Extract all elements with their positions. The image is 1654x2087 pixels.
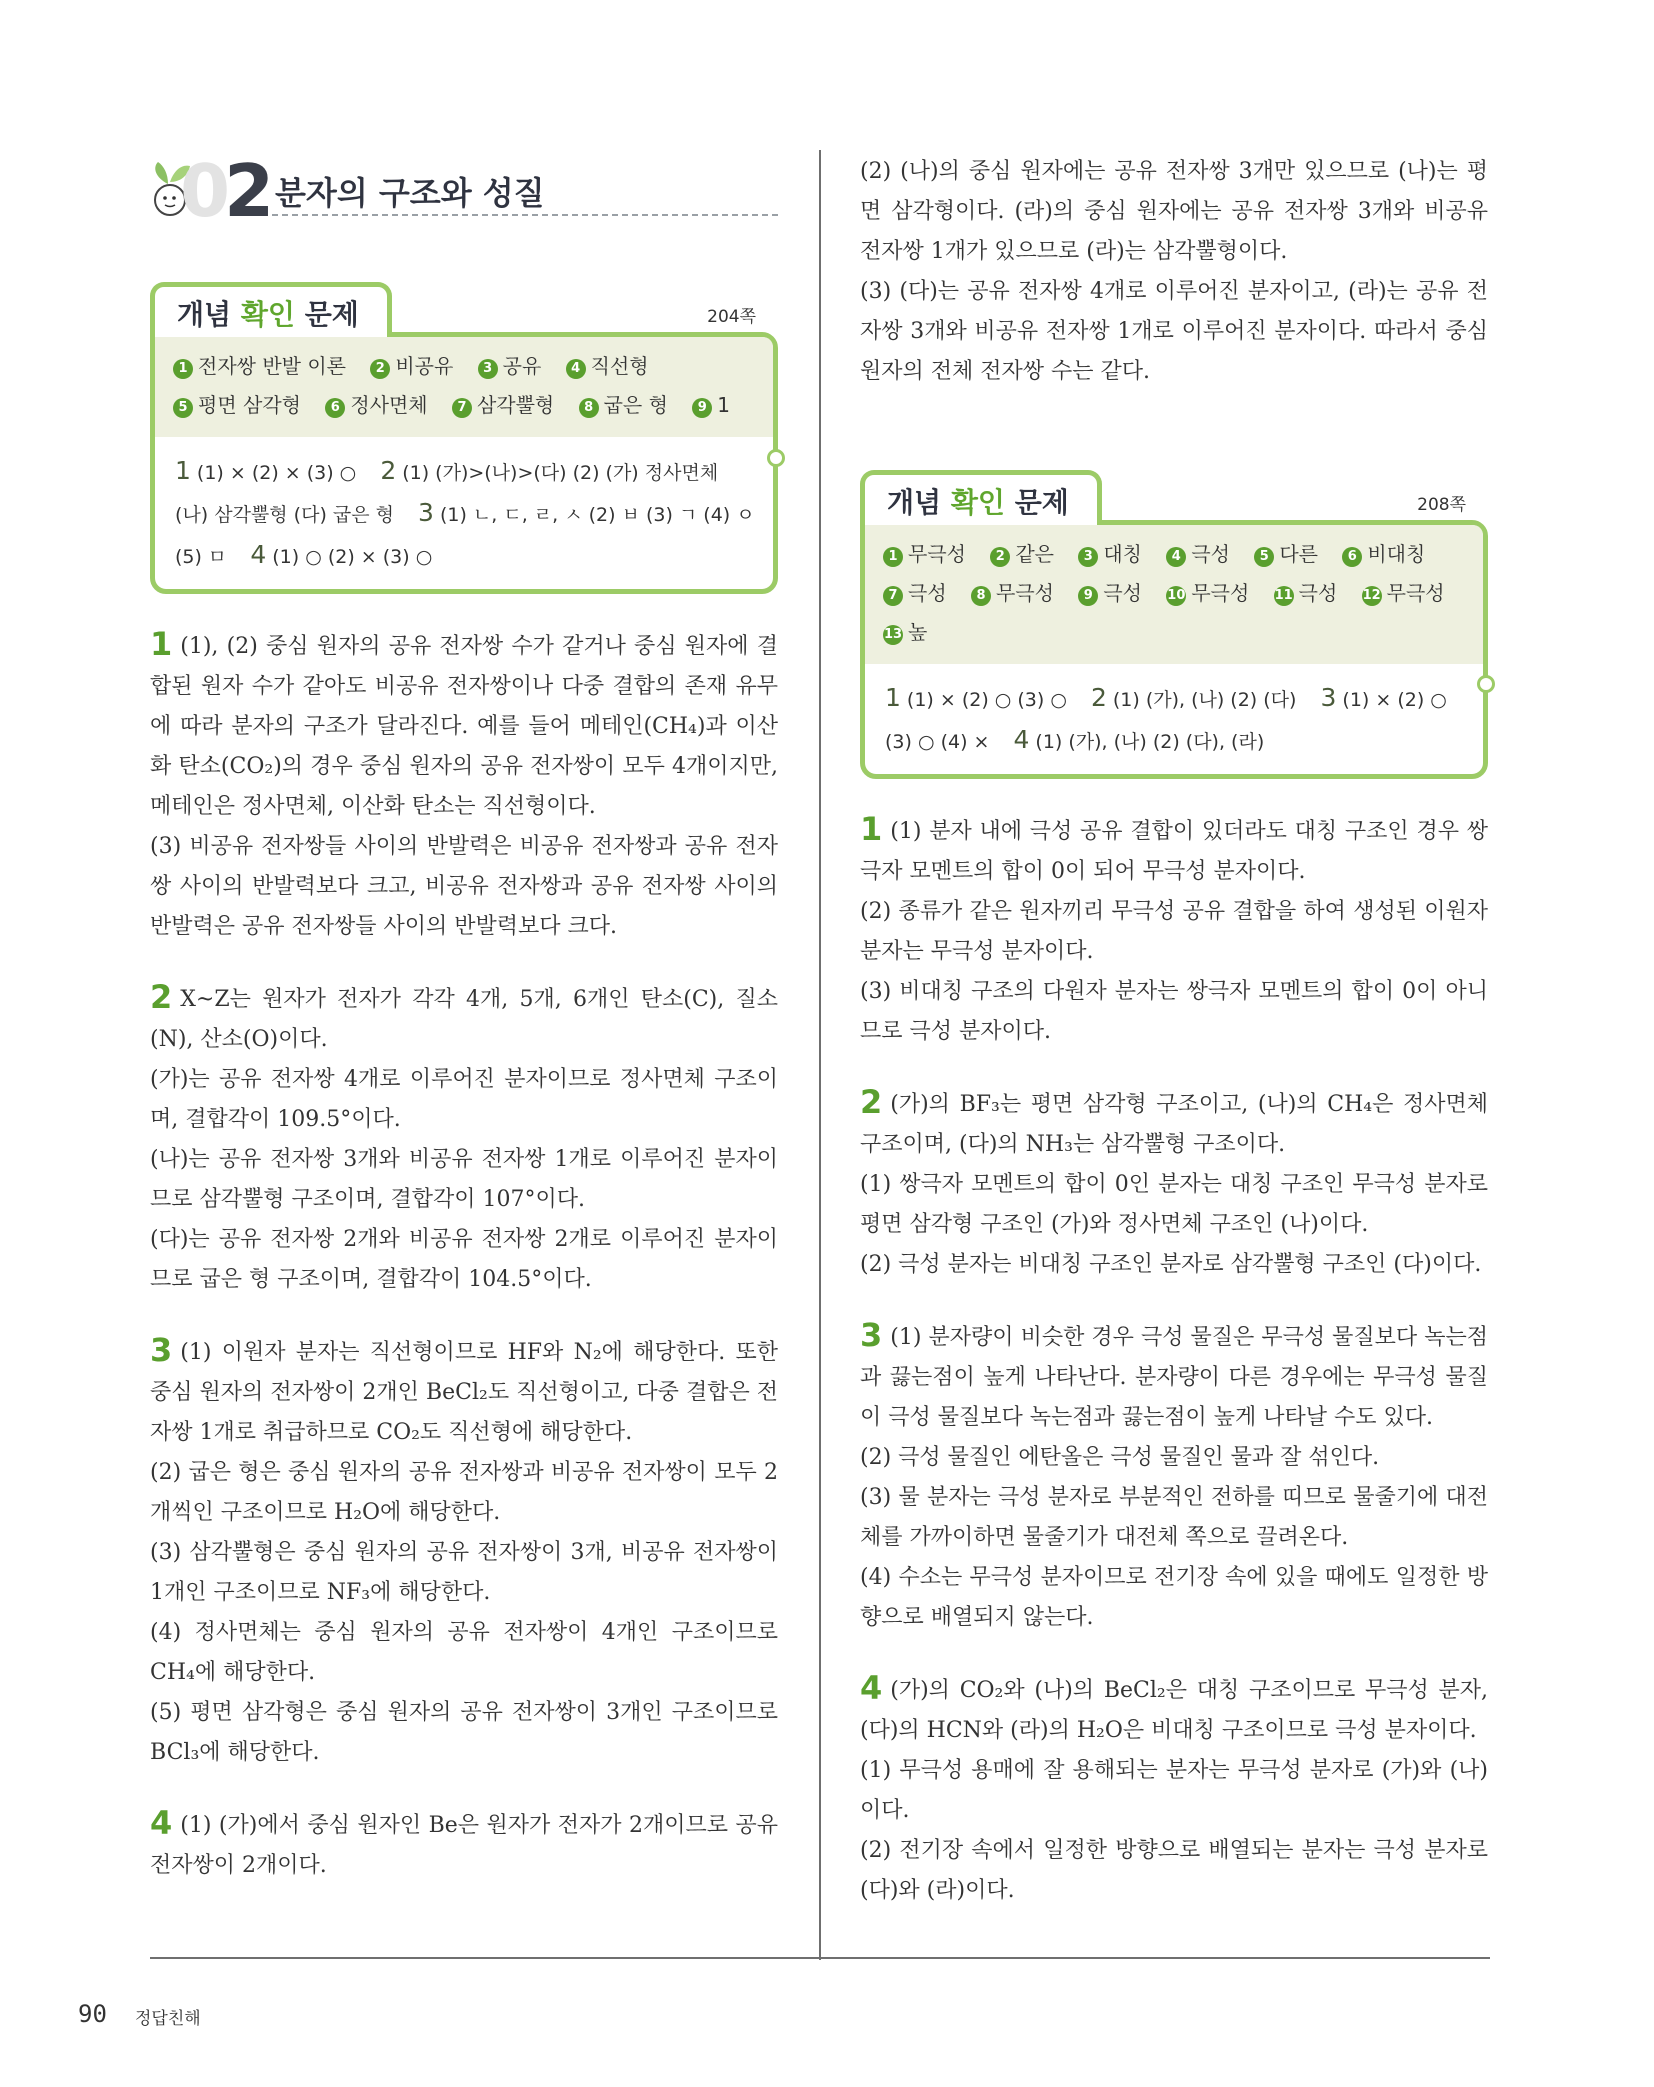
quiz-answer-number: 2 xyxy=(380,456,397,485)
explanation-text: (3) 비공유 전자쌍들 사이의 반발력은 비공유 전자쌍과 공유 전자쌍 사이의 반발력보다 크고, 비공유 전자쌍과 공유 전자쌍 사이의 반발력은 공유 전자쌍들 사이의 반발력보다 크다. xyxy=(150,834,778,939)
concept-tab-text: 개념 xyxy=(177,298,241,331)
explanation-text: (가)는 공유 전자쌍 4개로 이루어진 분자이므로 정사면체 구조이며, 결합각이 109.5°이다. xyxy=(150,1067,778,1132)
section-number-ghost: 0 xyxy=(180,149,225,233)
item-number-badge: 1 xyxy=(883,547,903,567)
item-answer-text: 무극성 xyxy=(996,581,1054,605)
concept-box-body xyxy=(860,520,1488,779)
explanation-text: (3) 물 분자는 극성 분자로 부분적인 전하를 띠므로 물줄기에 대전체를 가까이하면 물줄기가 대전체 쪽으로 끌려온다. xyxy=(860,1485,1488,1550)
blank-answer-item xyxy=(452,393,554,417)
problem-number: 2 xyxy=(860,1083,883,1121)
concept-tab-highlight: 확인 xyxy=(950,486,1005,519)
blank-answer-item xyxy=(173,393,301,417)
quiz-answer-text: (1) (가), (나) (2) (다) xyxy=(1112,689,1297,711)
explanation-text: (1) 쌍극자 모멘트의 합이 0인 분자는 대칭 구조인 무극성 분자로 평면 삼각형 구조인 (가)와 정사면체 구조인 (나)이다. xyxy=(860,1172,1488,1237)
item-number-badge: 5 xyxy=(1254,547,1274,567)
item-number-badge: 1 xyxy=(173,359,193,379)
quiz-answer-number: 2 xyxy=(1090,683,1107,712)
item-number-badge: 3 xyxy=(1078,547,1098,567)
item-number-badge: 13 xyxy=(883,625,903,645)
column-divider xyxy=(819,150,821,1960)
quiz-answer-number: 1 xyxy=(175,456,191,485)
explanation-paragraph xyxy=(150,1803,778,1886)
concept-tab-text-end: 문제 xyxy=(1004,486,1069,519)
explanation-paragraph xyxy=(150,1533,778,1613)
explanation-paragraph xyxy=(150,977,778,1060)
explanation-paragraph xyxy=(860,972,1488,1052)
explanation-text: X~Z는 원자가 전자가 각각 4개, 5개, 6개인 탄소(C), 질소(N), 산소(O)이다. xyxy=(150,987,778,1052)
section-title: 분자의 구조와 성질 xyxy=(275,174,545,212)
explanation-paragraph xyxy=(150,827,778,947)
item-answer-text: 비공유 xyxy=(395,354,454,378)
right-problems xyxy=(860,809,1488,1911)
page-number: 90 xyxy=(78,2000,107,2028)
item-number-badge: 9 xyxy=(692,398,712,418)
concept-check-box-1 xyxy=(150,282,778,594)
blank-answer-item xyxy=(1166,581,1249,605)
explanation-paragraph xyxy=(860,1315,1488,1438)
quiz-answer-text: (1) × (2) ○ (3) ○ xyxy=(906,689,1067,711)
explanation-paragraph xyxy=(860,1558,1488,1638)
explanation-text: (1) 분자량이 비슷한 경우 극성 물질은 무극성 물질보다 녹는점과 끓는점이 높게 나타난다. 분자량이 다른 경우에는 무극성 물질이 극성 물질보다 녹는점과 끓는점이 높게 나타날 수도 있다. xyxy=(860,1325,1488,1430)
quiz-answer-item xyxy=(1013,725,1265,754)
quiz-answer-text: (1) ㄴ, ㄷ, ㄹ, ㅅ (2) ㅂ (3) ㄱ (4) ㅇ (5) ㅁ xyxy=(175,504,755,568)
quiz-answer-text: (1) × (2) ○ (3) ○ (4) × xyxy=(885,689,1447,753)
item-answer-text: 극성 xyxy=(1103,581,1142,605)
problem-explanation xyxy=(150,1330,778,1773)
problem-explanation xyxy=(860,1082,1488,1285)
concept-box-body xyxy=(150,332,778,594)
explanation-text: (4) 수소는 무극성 분자이므로 전기장 속에 있을 때에도 일정한 방향으로 배열되지 않는다. xyxy=(860,1565,1488,1630)
blank-answer-item xyxy=(990,542,1054,566)
concept-check-tab xyxy=(150,282,392,337)
blank-answer-item xyxy=(692,393,730,417)
explanation-text: (나)는 공유 전자쌍 3개와 비공유 전자쌍 1개로 이루어진 분자이므로 삼각뿔형 구조이며, 결합각이 107°이다. xyxy=(150,1147,778,1212)
explanation-text: (2) 극성 물질인 에탄올은 극성 물질인 물과 잘 섞인다. xyxy=(860,1445,1380,1470)
blank-answer-item xyxy=(1078,542,1142,566)
quiz-answer-number: 4 xyxy=(250,540,267,569)
item-answer-text: 같은 xyxy=(1015,542,1054,566)
problem-number: 3 xyxy=(860,1316,883,1354)
explanation-paragraph xyxy=(860,1245,1488,1285)
concept-quiz-answers xyxy=(865,664,1483,774)
concept-box-dot xyxy=(767,449,785,467)
quiz-answer-number: 3 xyxy=(1320,683,1337,712)
item-answer-text: 정사면체 xyxy=(350,393,428,417)
concept-check-box-2 xyxy=(860,470,1488,779)
item-number-badge: 8 xyxy=(579,398,599,418)
item-number-badge: 12 xyxy=(1362,586,1382,606)
explanation-text: (3) 비대칭 구조의 다원자 분자는 쌍극자 모멘트의 합이 0이 아니므로 극성 분자이다. xyxy=(860,979,1488,1044)
item-number-badge: 3 xyxy=(478,359,498,379)
explanation-paragraph: (2) (나)의 중심 원자에는 공유 전자쌍 3개만 있으므로 (나)는 평면 삼각형이다. (라)의 중심 원자에는 공유 전자쌍 3개와 비공유 전자쌍 1개가 있으므로 (라)는 삼각뿔형이다. xyxy=(860,159,1488,264)
problem-explanation xyxy=(150,1803,778,1886)
blank-answer-item xyxy=(579,393,668,417)
quiz-answer-item xyxy=(1090,683,1297,712)
quiz-answer-number: 4 xyxy=(1013,725,1030,754)
item-answer-text: 1 xyxy=(717,393,731,417)
explanation-text: (1), (2) 중심 원자의 공유 전자쌍 수가 같거나 중심 원자에 결합된 원자 수가 같아도 비공유 전자쌍이나 다중 결합의 존재 유무에 따라 분자의 구조가 달라진다. 예를 들어 메테인(CH₄)과 이산화 탄소(CO₂)의 경우 중심 원자의 공유 전자쌍이 모두 4개이지만, 메테인은 정사면체, 이산화 탄소는 직선형이다. xyxy=(150,634,778,819)
blank-answer-item xyxy=(325,393,427,417)
blank-answer-item xyxy=(370,354,453,378)
explanation-paragraph xyxy=(150,624,778,827)
item-number-badge: 10 xyxy=(1166,586,1186,606)
problem-number: 2 xyxy=(150,978,173,1016)
item-number-badge: 11 xyxy=(1274,586,1294,606)
item-answer-text: 삼각뿔형 xyxy=(476,393,555,417)
problem-number: 1 xyxy=(860,810,883,848)
concept-tab-text: 개념 xyxy=(887,486,951,519)
item-number-badge: 6 xyxy=(325,398,345,418)
item-number-badge: 9 xyxy=(1078,586,1098,606)
explanation-paragraph xyxy=(860,1668,1488,1751)
item-number-badge: 2 xyxy=(370,359,390,379)
blank-answer-item xyxy=(1078,581,1142,605)
concept-tab-highlight: 확인 xyxy=(240,298,295,331)
item-answer-text: 전자쌍 반발 이론 xyxy=(198,354,346,378)
quiz-answer-number: 1 xyxy=(885,683,901,712)
item-answer-text: 대칭 xyxy=(1103,542,1142,566)
item-answer-text: 다른 xyxy=(1279,542,1318,566)
quiz-answer-number: 3 xyxy=(418,498,434,527)
explanation-paragraph xyxy=(860,892,1488,972)
item-number-badge: 2 xyxy=(990,547,1010,567)
explanation-paragraph xyxy=(150,1613,778,1693)
explanation-paragraph xyxy=(150,1220,778,1300)
item-answer-text: 극성 xyxy=(1298,581,1338,605)
item-answer-text: 직선형 xyxy=(590,354,649,378)
explanation-paragraph xyxy=(860,1165,1488,1245)
item-number-badge: 4 xyxy=(1166,547,1186,567)
explanation-paragraph xyxy=(150,1060,778,1140)
problem-number: 3 xyxy=(150,1331,173,1369)
explanation-paragraph: (3) (다)는 공유 전자쌍 4개로 이루어진 분자이고, (라)는 공유 전자쌍 3개와 비공유 전자쌍 1개로 이루어진 분자이다. 따라서 중심 원자의 전체 전자쌍 수는 같다. xyxy=(860,279,1488,384)
quiz-answer-text: (1) ○ (2) × (3) ○ xyxy=(272,546,433,568)
blank-answer-item xyxy=(883,542,966,566)
concept-box-dot xyxy=(1477,675,1495,693)
section-number xyxy=(180,150,268,232)
footer-label: 정답친해 xyxy=(135,2009,201,2029)
explanation-text: (2) 극성 분자는 비대칭 구조인 분자로 삼각뿔형 구조인 (다)이다. xyxy=(860,1252,1482,1277)
explanation-paragraph xyxy=(860,1082,1488,1165)
right-column xyxy=(860,152,1488,1911)
quiz-answer-item xyxy=(885,683,1067,712)
item-answer-text: 무극성 xyxy=(1386,581,1445,605)
explanation-text: (2) 전기장 속에서 일정한 방향으로 배열되는 분자는 극성 분자로 (다)와 (라)이다. xyxy=(860,1838,1488,1903)
explanation-text: (다)는 공유 전자쌍 2개와 비공유 전자쌍 2개로 이루어진 분자이므로 굽은 형 구조이며, 결합각이 104.5°이다. xyxy=(150,1227,778,1292)
quiz-answer-item xyxy=(175,456,357,485)
explanation-paragraph xyxy=(860,809,1488,892)
explanation-text: (4) 정사면체는 중심 원자의 공유 전자쌍이 4개인 구조이므로 CH₄에 해당한다. xyxy=(150,1620,778,1685)
quiz-answer-text: (1) × (2) × (3) ○ xyxy=(196,462,357,484)
item-answer-text: 평면 삼각형 xyxy=(198,393,301,417)
item-number-badge: 7 xyxy=(883,586,903,606)
item-answer-text: 비대칭 xyxy=(1367,542,1426,566)
problem-explanation xyxy=(150,977,778,1300)
section-header xyxy=(150,150,778,232)
concept-check-tab xyxy=(860,470,1102,525)
item-answer-text: 무극성 xyxy=(1191,581,1250,605)
explanation-text: (2) 굽은 형은 중심 원자의 공유 전자쌍과 비공유 전자쌍이 모두 2개씩인 구조이므로 H₂O에 해당한다. xyxy=(150,1460,778,1525)
item-number-badge: 7 xyxy=(452,398,472,418)
problem-explanation xyxy=(860,809,1488,1052)
concept-blank-answers xyxy=(865,525,1483,664)
blank-answer-item xyxy=(1362,581,1445,605)
explanation-paragraph xyxy=(150,1330,778,1453)
concept-quiz-answers xyxy=(155,437,773,589)
blank-answer-item xyxy=(883,581,947,605)
left-column xyxy=(150,150,778,1886)
item-answer-text: 공유 xyxy=(502,354,542,378)
blank-answer-item xyxy=(971,581,1054,605)
item-answer-text: 무극성 xyxy=(908,542,966,566)
concept-page-ref: 208쪽 xyxy=(1417,495,1466,515)
concept-blank-answers xyxy=(155,337,773,437)
problem-number: 4 xyxy=(860,1669,883,1707)
section-number-digit: 2 xyxy=(224,149,269,233)
quiz-answer-text: (1) (가), (나) (2) (다), (라) xyxy=(1035,731,1265,753)
explanation-text: (1) (가)에서 중심 원자인 Be은 원자가 전자가 2개이므로 공유 전자쌍이 2개이다. xyxy=(150,1813,778,1878)
problem-explanation xyxy=(860,1668,1488,1911)
left-problems xyxy=(150,624,778,1886)
explanation-paragraph xyxy=(860,1438,1488,1478)
explanation-paragraph xyxy=(150,1453,778,1533)
explanation-text: (1) 분자 내에 극성 공유 결합이 있더라도 대칭 구조인 경우 쌍극자 모멘트의 합이 0이 되어 무극성 분자이다. xyxy=(860,819,1488,884)
explanation-text: (3) 삼각뿔형은 중심 원자의 공유 전자쌍이 3개, 비공유 전자쌍이 1개인 구조이므로 NF₃에 해당한다. xyxy=(150,1540,778,1605)
item-answer-text: 극성 xyxy=(908,581,947,605)
blank-answer-item xyxy=(566,354,649,378)
explanation-text: (2) 종류가 같은 원자끼리 무극성 공유 결합을 하여 생성된 이원자 분자는 무극성 분자이다. xyxy=(860,899,1488,964)
quiz-answer-item xyxy=(250,540,433,569)
explanation-text: (가)의 CO₂와 (나)의 BeCl₂은 대칭 구조이므로 무극성 분자, (다)의 HCN와 (라)의 H₂O은 비대칭 구조이므로 극성 분자이다. xyxy=(860,1678,1488,1743)
problem-explanation xyxy=(860,1315,1488,1638)
item-number-badge: 4 xyxy=(566,359,586,379)
blank-answer-item xyxy=(1166,542,1230,566)
explanation-paragraph xyxy=(860,1831,1488,1911)
item-answer-text: 극성 xyxy=(1191,542,1230,566)
section-title-rule xyxy=(272,214,778,216)
blank-answer-item xyxy=(1342,542,1425,566)
item-answer-text: 높 xyxy=(908,620,928,644)
explanation-paragraph xyxy=(860,1478,1488,1558)
item-number-badge: 5 xyxy=(173,398,193,418)
item-answer-text: 굽은 형 xyxy=(603,393,668,417)
explanation-paragraph xyxy=(150,1693,778,1773)
quiz-answer-text: (1) (가)>(나)>(다) (2) (가) 정사면체 (나) 삼각뿔형 (다) 굽은 형 xyxy=(175,462,719,526)
explanation-text: (5) 평면 삼각형은 중심 원자의 공유 전자쌍이 3개인 구조이므로 BCl₃에 해당한다. xyxy=(150,1700,778,1765)
item-number-badge: 8 xyxy=(971,586,991,606)
explanation-text: (1) 이원자 분자는 직선형이므로 HF와 N₂에 해당한다. 또한 중심 원자의 전자쌍이 2개인 BeCl₂도 직선형이고, 다중 결합은 전자쌍 1개로 취급하므로 CO₂도 직선형에 해당한다. xyxy=(150,1340,778,1445)
blank-answer-item xyxy=(1274,581,1338,605)
problem-number: 1 xyxy=(150,625,173,663)
problem-explanation xyxy=(150,624,778,947)
blank-answer-item xyxy=(1254,542,1318,566)
explanation-paragraph xyxy=(860,1751,1488,1831)
problem-number: 4 xyxy=(150,1804,173,1842)
blank-answer-item xyxy=(883,620,927,644)
blank-answer-item xyxy=(173,354,346,378)
footer-rule xyxy=(150,1957,1490,1959)
item-number-badge: 6 xyxy=(1342,547,1362,567)
blank-answer-item xyxy=(478,354,542,378)
explanation-text: (1) 무극성 용매에 잘 용해되는 분자는 무극성 분자로 (가)와 (나)이다. xyxy=(860,1758,1488,1823)
continued-explanation xyxy=(860,152,1488,392)
explanation-text: (가)의 BF₃는 평면 삼각형 구조이고, (나)의 CH₄은 정사면체 구조이며, (다)의 NH₃는 삼각뿔형 구조이다. xyxy=(860,1092,1488,1157)
concept-page-ref: 204쪽 xyxy=(707,307,756,327)
concept-tab-text-end: 문제 xyxy=(294,298,359,331)
explanation-paragraph xyxy=(150,1140,778,1220)
